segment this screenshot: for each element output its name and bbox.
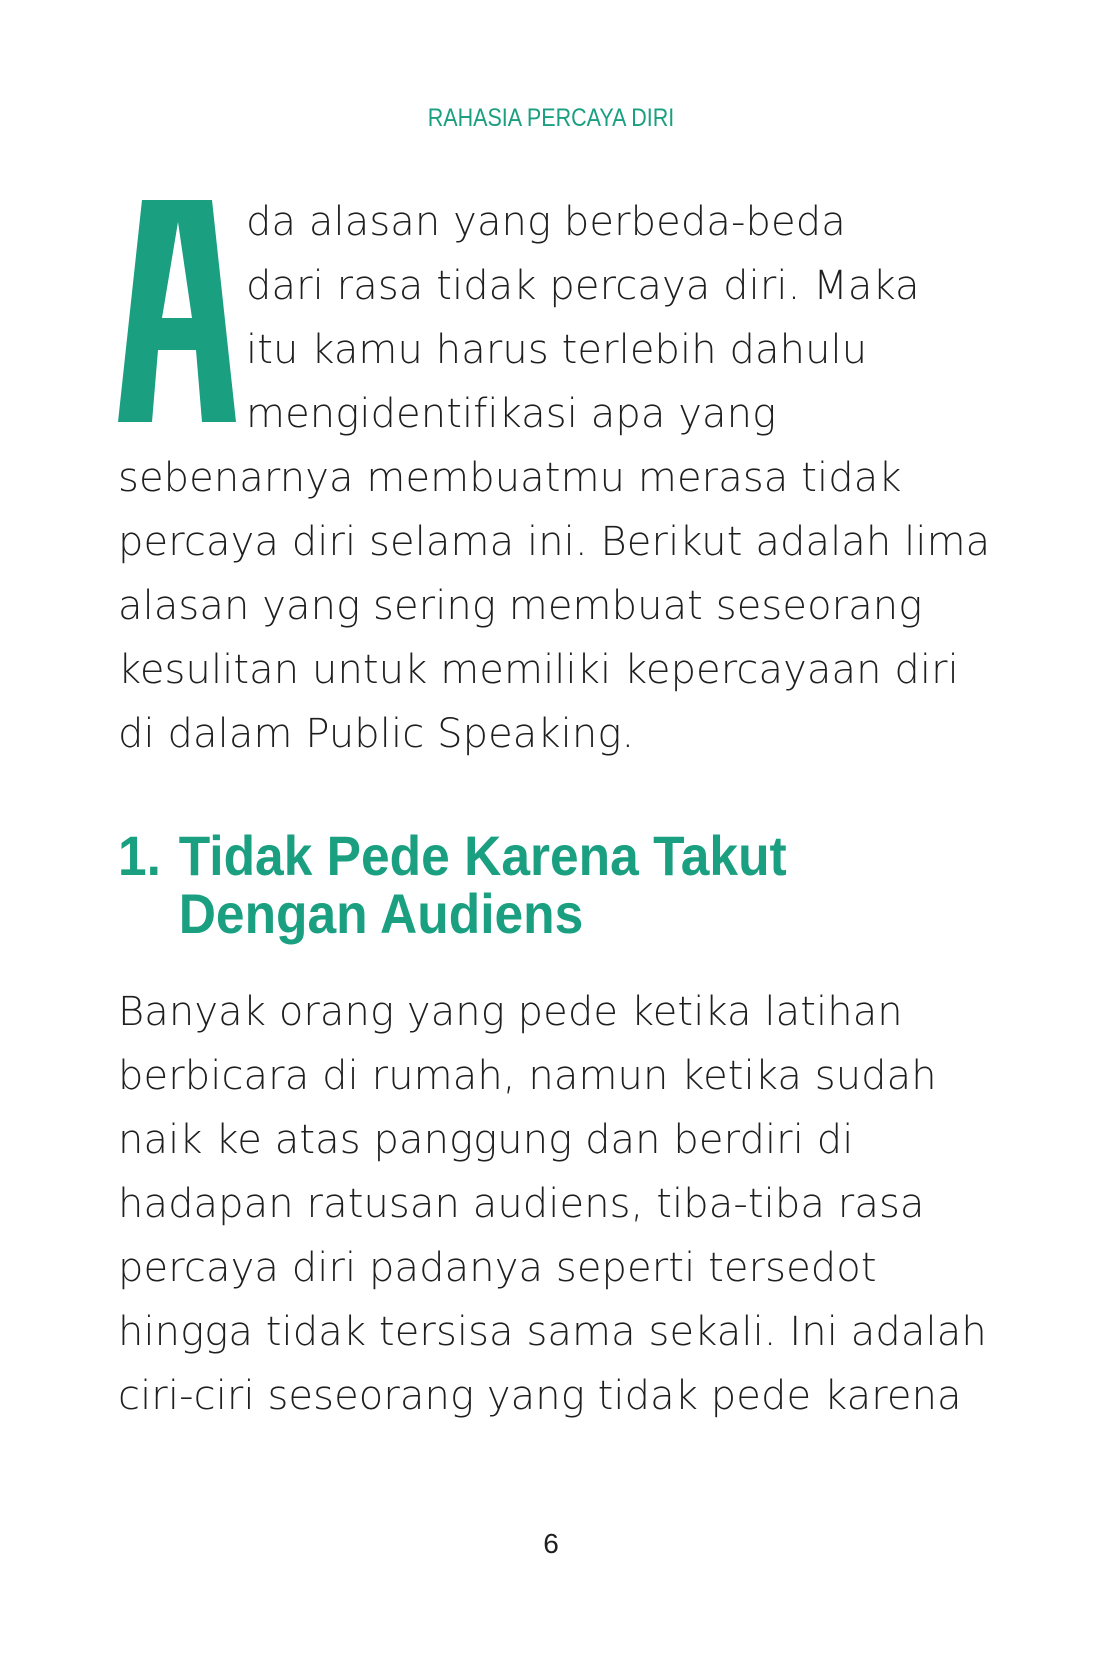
section-title-line1: Tidak Pede Karena Takut [178, 824, 787, 887]
intro-line: mengidentifikasi apa yang [246, 391, 777, 437]
intro-line: di dalam Public Speaking. [118, 711, 635, 757]
intro-line: kesulitan untuk memiliki kepercayaan diri [118, 647, 959, 693]
drop-cap-glyph [118, 200, 236, 422]
body-line: Banyak orang yang pede ketika latihan [118, 989, 903, 1035]
drop-cap-letter: A [118, 200, 119, 201]
body-line: hadapan ratusan audiens, tiba-tiba rasa [118, 1181, 925, 1227]
intro-paragraph [118, 190, 998, 766]
intro-line: alasan yang sering membuat seseorang [118, 583, 923, 629]
section-heading [118, 824, 946, 945]
intro-line: itu kamu harus terlebih dahulu [246, 327, 868, 373]
section-number: 1. [118, 824, 161, 887]
intro-line: sebenarnya membuatmu merasa tidak [118, 455, 902, 501]
page-number: 6 [543, 1528, 559, 1559]
body-line: berbicara di rumah, namun ketika sudah [118, 1053, 937, 1099]
intro-line: da alasan yang berbeda-beda [246, 199, 846, 245]
body-line: percaya diri padanya seperti tersedot [118, 1245, 877, 1291]
drop-cap [118, 200, 236, 422]
body-line: ciri-ciri seseorang yang tidak pede karena [118, 1373, 962, 1419]
body-paragraph [118, 980, 1018, 1428]
body-line: naik ke atas panggung dan berdiri di [118, 1117, 854, 1163]
section-title-line2: Dengan Audiens [178, 882, 584, 945]
section-heading-row [118, 824, 946, 887]
intro-line: dari rasa tidak percaya diri. Maka [246, 263, 920, 309]
running-head: RAHASIA PERCAYA DIRI [427, 104, 675, 132]
intro-line: percaya diri selama ini. Berikut adalah lima [118, 519, 991, 565]
body-line: hingga tidak tersisa sama sekali. Ini adalah [118, 1309, 987, 1355]
